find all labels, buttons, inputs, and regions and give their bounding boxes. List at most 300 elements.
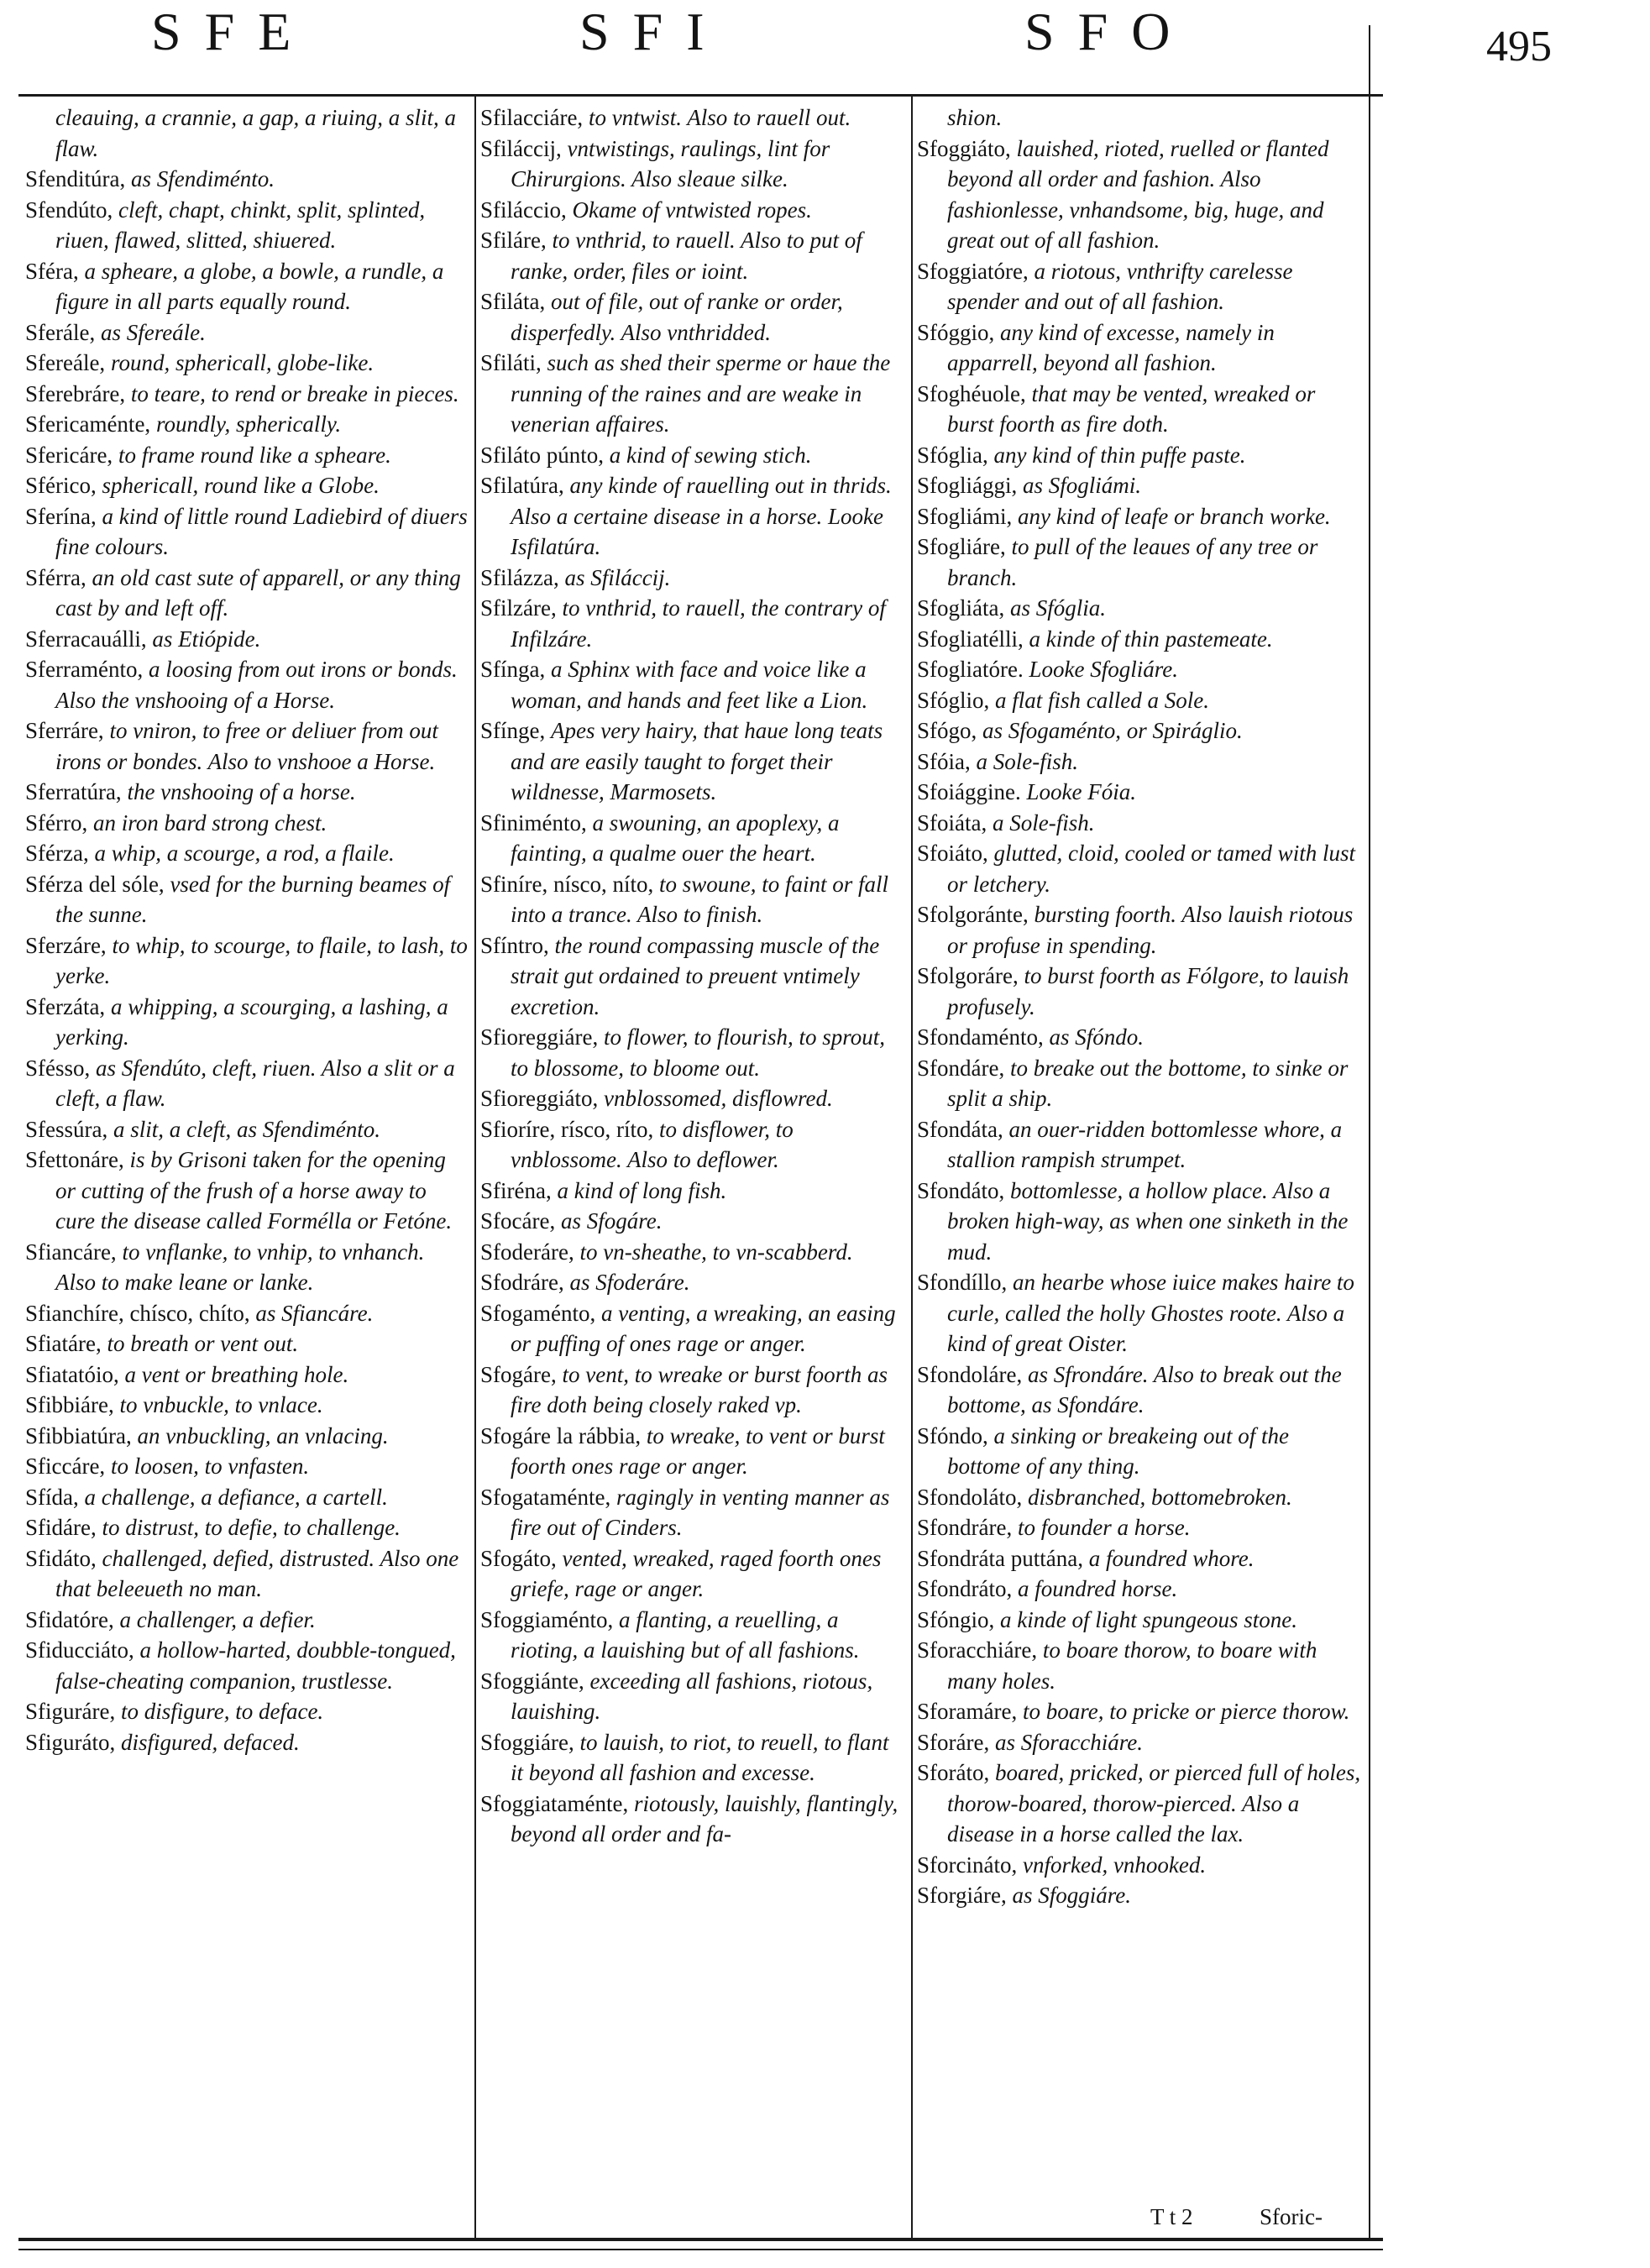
entry-headword: Sfibbiáre, — [25, 1392, 114, 1417]
entry-definition: to distrust, to defie, to challenge. — [102, 1515, 401, 1540]
dictionary-entry — [917, 1176, 1364, 1268]
dictionary-entry — [25, 1237, 469, 1298]
entry-definition: cleauing, a crannie, a gap, a riuing, a slit, a flaw. — [55, 105, 456, 161]
dictionary-entry — [480, 1543, 907, 1605]
entry-definition: to vnbuckle, to vnlace. — [119, 1392, 323, 1417]
entry-definition: Apes very hairy, that haue long teats and are easily taught to forget their wildnesse, Marmosets. — [511, 718, 883, 804]
entry-definition: to swoune, to faint or fall into a trance. Also to finish. — [511, 871, 889, 927]
entry-headword: Sfiatatóio, — [25, 1361, 119, 1387]
dictionary-entry — [917, 685, 1364, 716]
dictionary-entry — [480, 1267, 907, 1298]
entry-headword: Sfiatáre, — [25, 1331, 102, 1356]
entry-definition: to loosen, to vnfasten. — [110, 1454, 310, 1479]
dictionary-entry — [917, 1574, 1364, 1605]
entry-headword: Sfóngio, — [917, 1606, 995, 1632]
dictionary-entry — [480, 1482, 907, 1543]
dictionary-entry — [25, 1451, 469, 1482]
dictionary-entry — [480, 1114, 907, 1176]
entry-headword: Sfericáre, — [25, 442, 113, 468]
entry-definition: to vnthrid, to rauell, the contrary of Infilzáre. — [511, 595, 886, 652]
entry-headword: Sfocáre, — [480, 1208, 556, 1234]
entry-headword: Sfidáre, — [25, 1515, 97, 1540]
dictionary-entry — [25, 195, 469, 256]
dictionary-entry — [917, 1635, 1364, 1696]
entry-headword: Sfiláre, — [480, 228, 547, 253]
dictionary-entry — [917, 899, 1364, 961]
entry-definition: a kinde of light spungeous stone. — [1000, 1606, 1297, 1632]
signature-mark: T t 2 — [1150, 2204, 1193, 2229]
dictionary-entry — [480, 1666, 907, 1727]
entry-definition: disbranched, bottomebroken. — [1028, 1484, 1292, 1510]
entry-headword: Sfoggiaménto, — [480, 1606, 614, 1632]
entry-definition: a riotous, vnthrifty carelesse spender and out of all fashion. — [947, 258, 1293, 314]
entry-definition: a Sole-fish. — [992, 809, 1095, 835]
entry-definition: to breath or vent out. — [107, 1331, 299, 1356]
dictionary-entry — [917, 1114, 1364, 1176]
entry-definition: to vn-sheathe, to vn-scabberd. — [579, 1239, 853, 1265]
entry-definition: as Sfogaménto, or Spiráglio. — [982, 718, 1243, 743]
entry-headword: Sfibbiatúra, — [25, 1422, 132, 1448]
entry-headword: Sfettonáre, — [25, 1147, 124, 1172]
entry-headword: Sférro, — [25, 809, 88, 835]
entry-definition: sphericall, round like a Globe. — [102, 473, 380, 498]
dictionary-entry — [917, 1267, 1364, 1359]
entry-headword: Sfondoláre, — [917, 1361, 1023, 1387]
entry-headword: Sféra, — [25, 258, 79, 284]
entry-headword: Sfodráre, — [480, 1270, 564, 1295]
dictionary-entry — [917, 654, 1364, 685]
entry-definition: a flat fish called a Sole. — [995, 687, 1209, 713]
entry-headword: Sfidáto, — [25, 1545, 97, 1571]
dictionary-entry — [917, 1482, 1364, 1513]
entry-definition: disfigured, defaced. — [121, 1729, 300, 1755]
entry-definition: a loosing from out irons or bonds. Also the vnshooing of a Horse. — [55, 657, 458, 713]
dictionary-entry — [25, 1053, 469, 1114]
entry-headword: Sferráre, — [25, 718, 104, 743]
entry-headword: Sferzáta, — [25, 993, 106, 1019]
dictionary-entry — [917, 1696, 1364, 1727]
entry-definition: any kinde of rauelling out in thrids. Also a certaine disease in a horse. Looke Isfilatúra. — [511, 473, 892, 559]
entry-definition: to teare, to rend or breake in pieces. — [130, 380, 459, 406]
entry-definition: a kinde of thin pastemeate. — [1029, 626, 1273, 652]
entry-headword: Sferratúra, — [25, 779, 122, 804]
entry-definition: vented, wreaked, raged foorth ones griefe, rage or anger. — [511, 1545, 882, 1601]
entry-definition: bottomlesse, a hollow place. Also a broken high-way, as when one sinketh in the mud. — [947, 1177, 1349, 1265]
dictionary-entry — [917, 1543, 1364, 1574]
entry-headword: Sfóia, — [917, 748, 971, 774]
entry-headword: Sfoggiáre, — [480, 1729, 574, 1755]
dictionary-entry — [917, 746, 1364, 778]
dictionary-entry — [917, 777, 1364, 808]
entry-definition: to burst foorth as Fólgore, to lauish profusely. — [947, 963, 1349, 1019]
entry-headword: Sforacchiáre, — [917, 1637, 1038, 1663]
entry-headword: Sfoiággine. — [917, 779, 1021, 804]
dictionary-entry — [25, 164, 469, 195]
running-head-center: SFI — [579, 2, 728, 61]
entry-definition: a hollow-harted, doubble-tongued, false-cheating companion, trustlesse. — [55, 1637, 456, 1694]
dictionary-entry — [25, 1390, 469, 1421]
entry-headword: Sferále, — [25, 319, 96, 345]
entry-headword: Sfiláti, — [480, 350, 542, 375]
entry-definition: exceeding all fashions, riotous, lauishing. — [511, 1668, 873, 1724]
dictionary-entry — [917, 1605, 1364, 1636]
entry-headword: Sfioreggiáto, — [480, 1086, 599, 1111]
entry-definition: as Sfiláccij. — [564, 564, 671, 590]
entry-definition: any kind of excesse, namely in apparrell, beyond all fashion. — [947, 319, 1275, 375]
dictionary-entry — [917, 1850, 1364, 1881]
entry-definition: boared, pricked, or pierced full of holes, thorow-boared, thorow-pierced. Also a disease in a horse called the lax. — [947, 1760, 1361, 1846]
entry-headword: Sfogliáta, — [917, 595, 1005, 621]
entry-headword: Sfiláccij, — [480, 135, 562, 161]
dictionary-entry — [917, 1880, 1364, 1911]
header-rule — [18, 94, 1383, 97]
entry-headword: Sfogaménto, — [480, 1300, 596, 1326]
dictionary-entry — [480, 1605, 907, 1666]
entry-headword: Sfidatóre, — [25, 1606, 114, 1632]
entry-headword: Sfianchíre, chísco, chíto, — [25, 1300, 250, 1326]
entry-definition: a whip, a scourge, a rod, a flaile. — [94, 841, 395, 866]
dictionary-entry — [25, 808, 469, 839]
entry-definition: an ouer-ridden bottomlesse whore, a stallion rampish strumpet. — [947, 1116, 1343, 1172]
dictionary-entry — [917, 715, 1364, 746]
entry-headword: Sferzáre, — [25, 932, 107, 958]
entry-headword: Sfóglio, — [917, 687, 990, 713]
dictionary-entry — [480, 808, 907, 869]
entry-definition: glutted, cloid, cooled or tamed with lust or letchery. — [947, 841, 1355, 897]
entry-headword: Sfída, — [25, 1484, 79, 1510]
dictionary-entry — [917, 593, 1364, 624]
footer-rule — [18, 2238, 1383, 2241]
dictionary-entry — [480, 470, 907, 563]
dictionary-entry — [480, 1176, 907, 1207]
entry-headword: Sfereále, — [25, 350, 106, 375]
entry-headword: Sfínga, — [480, 657, 546, 682]
entry-definition: any kind of leafe or branch worke. — [1018, 503, 1331, 529]
entry-headword: Sfiláccio, — [480, 196, 567, 223]
dictionary-entry — [25, 409, 469, 440]
column-1 — [25, 102, 469, 2235]
dictionary-entry — [25, 992, 469, 1053]
dictionary-entry — [480, 1237, 907, 1268]
entry-headword: Sforgiáre, — [917, 1883, 1007, 1908]
entry-headword: Sforcináto, — [917, 1852, 1018, 1878]
entry-headword: Sfóndo, — [917, 1422, 988, 1448]
entry-headword: Sforáre, — [917, 1729, 990, 1755]
entry-headword: Sfoggiataménte, — [480, 1790, 629, 1816]
entry-headword: Sfoiáto, — [917, 841, 988, 866]
dictionary-entry — [25, 869, 469, 930]
entry-headword: Sférra, — [25, 564, 86, 590]
dictionary-entry — [25, 1605, 469, 1636]
entry-definition: a venting, a wreaking, an easing or puffing of ones rage or anger. — [511, 1300, 896, 1356]
entry-definition: to vnflanke, to vnhip, to vnhanch. Also to make leane or lanke. — [55, 1239, 425, 1295]
dictionary-entry — [480, 440, 907, 471]
entry-headword: Sférico, — [25, 473, 97, 498]
dictionary-entry — [25, 1421, 469, 1452]
footer-rule-thin — [18, 2249, 1383, 2250]
dictionary-entry — [25, 1298, 469, 1329]
entry-headword: Sfoderáre, — [480, 1239, 574, 1265]
entry-definition: an vnbuckling, an vnlacing. — [137, 1422, 389, 1448]
entry-headword: Sfiláta, — [480, 289, 546, 314]
entry-headword: Sfiréna, — [480, 1177, 552, 1203]
entry-headword: Sfogliáre, — [917, 534, 1006, 559]
entry-definition: round, sphericall, globe-like. — [110, 350, 375, 375]
entry-definition: a flanting, a reuelling, a rioting, a lauishing but of all fashions. — [511, 1606, 860, 1663]
entry-definition: as Etiópide. — [152, 626, 261, 652]
entry-headword: Sfogliatóre. — [917, 657, 1024, 682]
dictionary-entry — [25, 256, 469, 317]
entry-definition: the round compassing muscle of the strait gut ordained to preuent vntimely excretion. — [511, 932, 880, 1019]
entry-definition: a challenge, a defiance, a cartell. — [84, 1484, 388, 1510]
entry-headword: Sfoiáta, — [917, 809, 987, 835]
entry-definition: to vnthrid, to rauell. Also to put of ranke, order, files or ioint. — [511, 228, 862, 284]
entry-definition: to lauish, to riot, to reuell, to flant it beyond all fashion and excesse. — [511, 1729, 889, 1785]
entry-definition: that may be vented, wreaked or burst foorth as fire doth. — [947, 380, 1316, 437]
entry-headword: Sfondáta, — [917, 1116, 1003, 1142]
entry-definition: vntwistings, raulings, lint for Chirurgions. Also sleaue silke. — [511, 135, 830, 191]
entry-headword: Sfoggiánte, — [480, 1668, 584, 1694]
dictionary-entry — [480, 225, 907, 286]
entry-definition: a Sole-fish. — [976, 748, 1078, 774]
entry-headword: Sfiducciáto, — [25, 1637, 134, 1663]
entry-headword: Sfolgoránte, — [917, 902, 1029, 927]
entry-definition: to boare, to pricke or pierce thorow. — [1022, 1699, 1350, 1724]
entry-headword: Sfondráre, — [917, 1515, 1013, 1540]
entry-definition: to vent, to wreake or burst foorth as fire doth being closely raked vp. — [511, 1361, 888, 1417]
entry-headword: Sfondráta puttána, — [917, 1545, 1083, 1571]
dictionary-entry — [25, 440, 469, 471]
dictionary-entry — [480, 134, 907, 195]
entry-headword: Sfiniménto, — [480, 809, 587, 835]
entry-headword: Sfondaménto, — [917, 1024, 1044, 1050]
dictionary-entry — [480, 1727, 907, 1789]
entry-definition: to vntwist. Also to rauell out. — [588, 105, 851, 130]
entry-headword: Sfilázza, — [480, 564, 559, 590]
entry-definition: any kind of thin puffe paste. — [993, 442, 1246, 468]
entry-definition: as Sfendiménto. — [130, 166, 275, 191]
entry-headword: Sferína, — [25, 503, 97, 529]
dictionary-entry — [25, 102, 469, 164]
entry-headword: Sfilacciáre, — [480, 105, 584, 130]
running-head-right: SFO — [1024, 2, 1194, 61]
dictionary-entry — [25, 1727, 469, 1758]
entry-definition: as Sforacchiáre. — [994, 1729, 1143, 1755]
entry-headword: Sforamáre, — [917, 1699, 1018, 1724]
entry-definition: a spheare, a globe, a bowle, a rundle, a figure in all parts equally round. — [55, 258, 444, 314]
dictionary-entry — [480, 195, 907, 226]
entry-headword: Sfondráto, — [917, 1576, 1013, 1601]
entry-headword: Sfógo, — [917, 718, 977, 743]
entry-definition: out of file, out of ranke or order, disperfedly. Also vnthridded. — [511, 289, 843, 345]
entry-definition: a swouning, an apoplexy, a fainting, a qualme ouer the heart. — [511, 809, 840, 866]
entry-definition: to flower, to flourish, to sprout, to blossome, to bloome out. — [511, 1024, 886, 1081]
entry-definition: to vniron, to free or deliuer from out irons or bondes. Also to vnshooe a Horse. — [55, 718, 438, 774]
entry-definition: a foundred whore. — [1088, 1545, 1255, 1571]
entry-headword: Sferebráre, — [25, 380, 126, 406]
dictionary-entry — [917, 501, 1364, 532]
entry-definition: Okame of vntwisted ropes. — [572, 196, 812, 223]
entry-definition: challenged, defied, distrusted. Also one that beleeueth no man. — [55, 1545, 459, 1601]
entry-headword: Sférza del sóle, — [25, 871, 165, 897]
entry-definition: to wreake, to vent or burst foorth ones rage or anger. — [511, 1422, 885, 1479]
dictionary-entry — [917, 1512, 1364, 1543]
dictionary-entry — [480, 348, 907, 440]
entry-headword: Sfoghéuole, — [917, 380, 1026, 406]
entry-headword: Sfiláto púnto, — [480, 442, 604, 468]
column-3 — [917, 102, 1364, 2235]
dictionary-entry — [480, 1421, 907, 1482]
entry-definition: an old cast sute of apparell, or any thing cast by and left off. — [55, 564, 461, 621]
dictionary-entry — [480, 563, 907, 594]
entry-definition: vnforked, vnhooked. — [1022, 1852, 1207, 1878]
entry-definition: vnblossomed, disflowred. — [603, 1086, 833, 1111]
dictionary-entry — [480, 1359, 907, 1421]
dictionary-entry — [917, 1757, 1364, 1850]
entry-headword: Sfioreggiáre, — [480, 1024, 599, 1050]
entry-definition: to breake out the bottome, to sinke or split a ship. — [947, 1055, 1349, 1111]
entry-headword: Sfericaménte, — [25, 411, 151, 437]
dictionary-entry — [25, 777, 469, 808]
entry-headword: Sfiancáre, — [25, 1239, 117, 1265]
entry-headword: Sfenditúra, — [25, 166, 126, 191]
dictionary-entry — [917, 532, 1364, 593]
entry-definition: a kind of long fish. — [557, 1177, 727, 1203]
dictionary-entry — [25, 501, 469, 563]
entry-headword: Sfioríre, rísco, ríto, — [480, 1116, 654, 1142]
entry-headword: Sfóglia, — [917, 442, 988, 468]
dictionary-entry — [480, 1206, 907, 1237]
entry-headword: Sferraménto, — [25, 657, 144, 682]
column-2 — [480, 102, 907, 2235]
catchword: Sforic- — [1260, 2204, 1323, 2229]
entry-headword: Sfogliatélli, — [917, 626, 1024, 652]
dictionary-entry — [480, 1083, 907, 1114]
entry-headword: Sfendúto, — [25, 196, 113, 223]
dictionary-entry — [917, 1421, 1364, 1482]
dictionary-entry — [480, 1022, 907, 1083]
dictionary-entry — [917, 379, 1364, 440]
dictionary-entry — [25, 930, 469, 992]
entry-headword: Sfoggiáto, — [917, 135, 1011, 161]
entry-definition: to frame round like a spheare. — [118, 442, 391, 468]
entry-definition: vsed for the burning beames of the sunne. — [55, 871, 451, 927]
entry-definition: a whipping, a scourging, a lashing, a yerking. — [55, 993, 448, 1050]
dictionary-entry — [917, 134, 1364, 256]
entry-headword: Sfogliámi, — [917, 503, 1013, 529]
page-right-rule — [1369, 25, 1370, 2238]
entry-headword: Sfondíllo, — [917, 1270, 1008, 1295]
dictionary-entry — [480, 715, 907, 808]
dictionary-entry — [25, 1696, 469, 1727]
dictionary-entry — [25, 654, 469, 715]
dictionary-entry — [480, 1298, 907, 1359]
running-head-left: SFE — [151, 2, 315, 61]
entry-definition: Looke Sfogliáre. — [1029, 657, 1178, 682]
dictionary-entry — [480, 102, 907, 134]
dictionary-entry — [25, 379, 469, 410]
entry-definition: an iron bard strong chest. — [92, 809, 327, 835]
entry-definition: ragingly in venting manner as fire out of Cinders. — [511, 1484, 890, 1540]
dictionary-entry — [917, 624, 1364, 655]
column-rule-1 — [474, 97, 476, 2238]
entry-headword: Sfoggiatóre, — [917, 258, 1029, 284]
dictionary-entry — [917, 1359, 1364, 1421]
entry-headword: Sfilzáre, — [480, 595, 557, 621]
entry-headword: Sfolgoráre, — [917, 963, 1019, 988]
entry-definition: bursting foorth. Also lauish riotous or profuse in spending. — [947, 902, 1354, 958]
dictionary-entry — [917, 1053, 1364, 1114]
dictionary-entry — [25, 563, 469, 624]
dictionary-entry — [917, 961, 1364, 1022]
dictionary-entry — [917, 1727, 1364, 1758]
entry-headword: Sfessúra, — [25, 1116, 108, 1142]
entry-definition: a challenger, a defier. — [119, 1606, 316, 1632]
entry-headword: Sfogliággi, — [917, 473, 1018, 498]
dictionary-entry — [480, 1789, 907, 1850]
entry-definition: lauished, rioted, ruelled or flanted beyond all order and fashion. Also fashionlesse, vnhandsome, big, huge, and great out of all fashion. — [947, 135, 1329, 253]
entry-definition: a Sphinx with face and voice like a woman, and hands and feet like a Lion. — [511, 657, 868, 713]
entry-definition: as Sfoggiáre. — [1012, 1883, 1131, 1908]
entry-definition: as Sfiancáre. — [255, 1300, 374, 1326]
dictionary-entry — [917, 102, 1364, 134]
entry-definition: an hearbe whose iuice makes haire to curle, called the holly Ghostes roote. Also a kind of great Oister. — [947, 1270, 1354, 1356]
entry-headword: Sficcáre, — [25, 1454, 106, 1479]
entry-headword: Sfiguráto, — [25, 1729, 116, 1755]
entry-definition: as Sfogáre. — [560, 1208, 663, 1234]
entry-definition: such as shed their sperme or haue the running of the raines and are weake in venerian affaires. — [511, 350, 891, 437]
dictionary-entry — [917, 317, 1364, 379]
entry-definition: to boare thorow, to boare with many holes. — [947, 1637, 1317, 1694]
dictionary-entry — [25, 1482, 469, 1513]
dictionary-entry — [917, 1022, 1364, 1053]
entry-headword: Sférza, — [25, 841, 89, 866]
entry-definition: to disflower, to vnblossome. Also to deflower. — [511, 1116, 794, 1172]
entry-headword: Sfondáto, — [917, 1177, 1005, 1203]
entry-definition: the vnshooing of a horse. — [127, 779, 356, 804]
entry-definition: roundly, spherically. — [155, 411, 342, 437]
entry-definition: to founder a horse. — [1017, 1515, 1191, 1540]
dictionary-entry — [25, 838, 469, 869]
entry-definition: a slit, a cleft, as Sfendiménto. — [113, 1116, 380, 1142]
entry-headword: Sforáto, — [917, 1760, 990, 1785]
entry-headword: Sfogáre, — [480, 1361, 557, 1387]
entry-definition: as Sfoderáre. — [569, 1270, 690, 1295]
column-rule-2 — [911, 97, 913, 2238]
entry-headword: Sfésso, — [25, 1055, 91, 1081]
dictionary-entry — [25, 1512, 469, 1543]
dictionary-entry — [25, 317, 469, 348]
dictionary-entry — [917, 838, 1364, 899]
entry-definition: to whip, to scourge, to flaile, to lash, to yerke. — [55, 932, 468, 988]
entry-definition: shion. — [947, 105, 1003, 130]
entry-definition: Looke Fóia. — [1026, 779, 1136, 804]
entry-headword: Sfondoláto, — [917, 1484, 1023, 1510]
entry-definition: as Sfendúto, cleft, riuen. Also a slit or a cleft, a flaw. — [55, 1055, 455, 1111]
dictionary-entry — [25, 1635, 469, 1696]
dictionary-entry — [25, 1144, 469, 1237]
dictionary-entry — [480, 869, 907, 930]
dictionary-entry — [25, 715, 469, 777]
dictionary-entry — [917, 808, 1364, 839]
entry-definition: a foundred horse. — [1017, 1576, 1178, 1601]
entry-headword: Sfiníre, nísco, níto, — [480, 871, 654, 897]
entry-headword: Sfondáre, — [917, 1055, 1005, 1081]
dictionary-entry — [25, 624, 469, 655]
dictionary-entry — [25, 1114, 469, 1145]
entry-headword: Sfogáto, — [480, 1545, 557, 1571]
entry-definition: a kind of sewing stich. — [609, 442, 812, 468]
